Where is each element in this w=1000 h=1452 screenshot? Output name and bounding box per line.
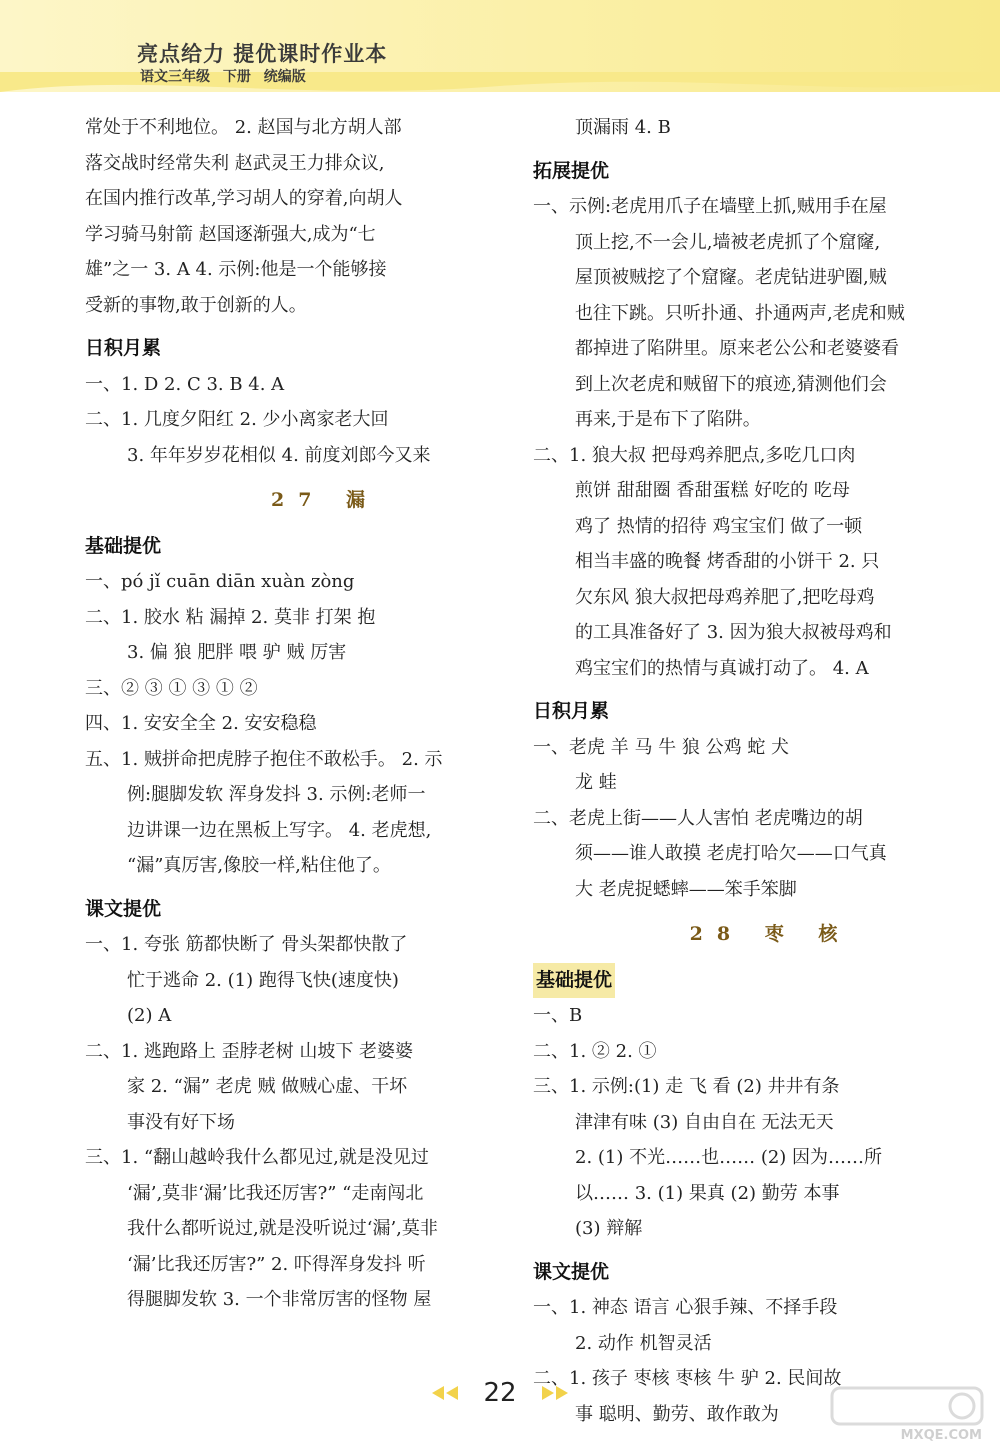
answer-line: 也往下跳。只听扑通、扑通两声,老虎和贼 [575, 302, 905, 324]
answer-line: 忙于逃命 2. (1) 跑得飞快(速度快) [127, 969, 399, 991]
section-heading-label: 基础提优 [533, 963, 615, 999]
previous-arrow-icon [428, 1384, 464, 1402]
answer-line: 受新的事物,敢于创新的人。 [85, 294, 307, 316]
answer-line: 二、1. ② 2. ① [533, 1040, 657, 1062]
watermark [822, 1384, 992, 1448]
answer-line: 2. 动作 机智灵活 [575, 1332, 712, 1354]
answer-line: 学习骑马射箭 赵国逐渐强大,成为“七 [85, 223, 376, 245]
answer-line: 一、B [533, 1005, 583, 1026]
answer-line: 常处于不利地位。 2. 赵国与北方胡人部 [85, 117, 402, 138]
answer-line: 三、1. 示例:(1) 走 飞 看 (2) 井井有条 [533, 1076, 840, 1097]
answer-line: “漏”真厉害,像胶一样,粘住他了。 [127, 855, 391, 876]
right-column [533, 110, 948, 1432]
section-heading: 课文提优 [533, 1260, 610, 1283]
answer-line: 三、② ③ ① ③ ① ② [85, 677, 258, 699]
page-number: 22 [483, 1378, 517, 1408]
answer-line: ‘漏’比我还厉害?” 2. 吓得浑身发抖 听 [127, 1253, 426, 1275]
answer-line: 落交战时经常失利 赵武灵王力排众议, [85, 152, 385, 174]
answer-line: 欠东风 狼大叔把母鸡养肥了,把吃母鸡 [575, 586, 875, 608]
section-heading: 基础提优 [85, 534, 162, 557]
answer-line: 都掉进了陷阱里。原来老公公和老婆婆看 [575, 338, 899, 359]
lesson-title: 28 枣 核 [689, 923, 852, 945]
left-column [85, 110, 505, 1318]
answer-line: 在国内推行改革,学习胡人的穿着,向胡人 [85, 188, 403, 209]
answer-line: 一、1. 夸张 筋都快断了 骨头架都快散了 [85, 934, 408, 955]
watermark-logo-icon [822, 1384, 992, 1428]
answer-line: 以…… 3. (1) 果真 (2) 勤劳 本事 [575, 1182, 840, 1204]
answer-line: 顶漏雨 4. B [575, 117, 671, 138]
answer-line: (2) A [127, 1005, 172, 1026]
answer-line: 相当丰盛的晚餐 烤香甜的小饼干 2. 只 [575, 551, 880, 572]
answer-line: 事没有好下场 [127, 1111, 235, 1133]
series-title: 亮点给力 提优课时作业本 [137, 42, 388, 66]
answer-line: 二、1. 孩子 枣核 枣核 牛 驴 2. 民间故 [533, 1368, 842, 1389]
answer-line: 2. (1) 不光……也…… (2) 因为……所 [575, 1147, 883, 1168]
lesson-title: 27 漏 [270, 489, 380, 511]
answer-line: (3) 辩解 [575, 1218, 643, 1239]
answer-line: 得腿脚发软 3. 一个非常厉害的怪物 屋 [127, 1289, 432, 1310]
answer-line: 再来,于是布下了陷阱。 [575, 409, 761, 430]
answer-line: 二、老虎上街——人人害怕 老虎嘴边的胡 [533, 807, 863, 829]
answer-line: 一、1. 神态 语言 心狠手辣、不择手段 [533, 1297, 838, 1318]
answer-line: 一、pó jǐ cuān diān xuàn zòng [85, 571, 355, 592]
answer-line: 鸡宝宝们的热情与真诚打动了。 4. A [575, 657, 869, 679]
answer-line: 津津有味 (3) 自由自在 无法无天 [575, 1111, 834, 1133]
answer-line: ‘漏’,莫非‘漏’比我还厉害?” “走南闯北 [127, 1182, 424, 1204]
answer-line: 煎饼 甜甜圈 香甜蛋糕 好吃的 吃母 [575, 480, 850, 501]
answer-line: 3. 偏 狼 肥胖 喂 驴 贼 厉害 [127, 642, 347, 663]
answer-line: 鸡了 热情的招待 鸡宝宝们 做了一顿 [575, 515, 863, 537]
section-heading: 日积月累 [85, 337, 162, 359]
answer-line: 四、1. 安安全全 2. 安安稳稳 [85, 713, 317, 734]
answer-line: 的工具准备好了 3. 因为狼大叔被母鸡和 [575, 622, 892, 643]
answer-line: 雄”之一 3. A 4. 示例:他是一个能够接 [85, 259, 387, 280]
answer-line: 二、1. 狼大叔 把母鸡养肥点,多吃几口肉 [533, 444, 856, 466]
answer-line: 一、1. D 2. C 3. B 4. A [85, 373, 285, 395]
answer-line: 我什么都听说过,就是没听说过‘漏’,莫非 [127, 1218, 438, 1239]
answer-line: 三、1. “翻山越岭我什么都见过,就是没见过 [85, 1147, 429, 1168]
section-heading: 拓展提优 [533, 159, 610, 182]
answer-line: 边讲课一边在黑板上写字。 4. 老虎想, [127, 819, 432, 841]
answer-line: 一、示例:老虎用爪子在墙壁上抓,贼用手在屋 [533, 196, 887, 217]
answer-line: 一、老虎 羊 马 牛 狼 公鸡 蛇 犬 [533, 736, 790, 758]
answer-line: 家 2. “漏” 老虎 贼 做贼心虚、干坏 [127, 1076, 408, 1097]
answer-line: 顶上挖,不一会儿,墙被老虎抓了个窟窿, [575, 231, 881, 253]
answer-line: 到上次老虎和贼留下的痕迹,猜测他们会 [575, 373, 887, 395]
next-arrow-icon [536, 1384, 572, 1402]
answer-line: 须——谁人敢摸 老虎打哈欠——口气真 [575, 843, 887, 864]
answer-line: 大 老虎捉蟋蟀——笨手笨脚 [575, 878, 797, 900]
section-heading: 日积月累 [533, 700, 610, 722]
answer-line: 例:腿脚发软 浑身发抖 3. 示例:老师一 [127, 784, 426, 805]
answer-line: 五、1. 贼拼命把虎脖子抱住不敢松手。 2. 示 [85, 748, 443, 770]
section-heading: 课文提优 [85, 897, 162, 920]
section-heading [533, 963, 948, 999]
answer-line: 3. 年年岁岁花相似 4. 前度刘郎今又来 [127, 444, 431, 466]
answer-line: 屋顶被贼挖了个窟窿。老虎钻进驴圈,贼 [575, 267, 887, 288]
book-subtitle: 语文三年级 下册 统编版 [140, 69, 306, 85]
watermark-text: MXQE.COM [900, 1428, 982, 1443]
answer-line: 二、1. 逃跑路上 歪脖老树 山坡下 老婆婆 [85, 1040, 414, 1062]
answer-line: 事 聪明、勤劳、敢作敢为 [575, 1403, 779, 1425]
answer-line: 龙 蛙 [575, 772, 617, 793]
answer-line: 二、1. 几度夕阳红 2. 少小离家老大回 [85, 409, 389, 430]
answer-line: 二、1. 胶水 粘 漏掉 2. 莫非 打架 抱 [85, 606, 376, 628]
